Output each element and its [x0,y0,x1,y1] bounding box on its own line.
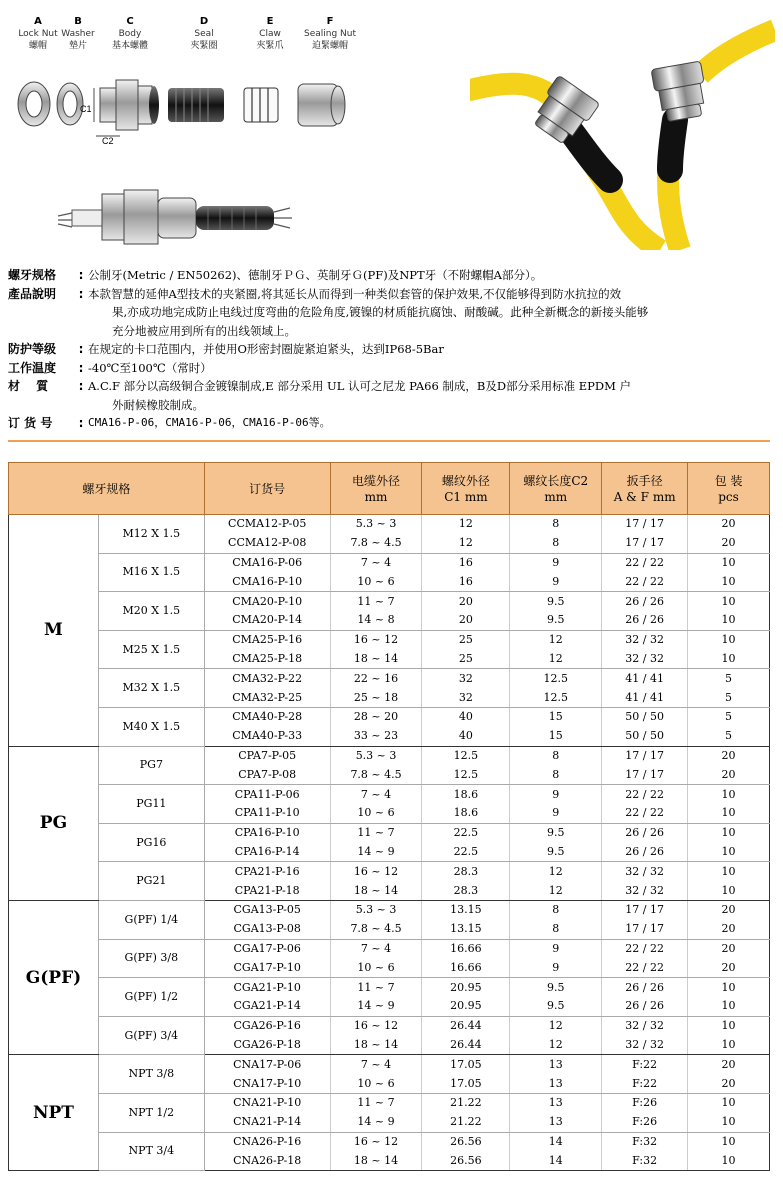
order-number-row: 订 货 号 : CMA16-P-06，CMA16-P-06，CMA16-P-06等。 [8,416,331,430]
wrench-cell: F:32 [602,1151,688,1170]
c1-cell: 26.56 [422,1151,510,1170]
cable-diameter-cell: 7 ~ 4 [330,553,422,572]
c2-cell: 12 [510,1016,602,1035]
c2-cell: 9 [510,804,602,823]
thread-size: PG21 [98,862,204,901]
pack-cell: 10 [688,1113,770,1132]
c1-cell: 20 [422,592,510,611]
c1-cell: 25 [422,630,510,649]
order-number-cell: CNA21-P-10 [204,1093,330,1112]
wrench-cell: F:22 [602,1055,688,1074]
wrench-cell: F:22 [602,1074,688,1093]
c1-cell: 25 [422,650,510,669]
c2-cell: 9.5 [510,843,602,862]
table-row [9,1055,770,1074]
wrench-cell: F:32 [602,1132,688,1151]
order-number-cell: CPA11-P-10 [204,804,330,823]
pack-cell: 10 [688,978,770,997]
header-c1: 螺纹外径 C1 mm [422,463,510,515]
pack-cell: 10 [688,630,770,649]
pack-cell: 20 [688,939,770,958]
cable-diameter-cell: 18 ~ 14 [330,650,422,669]
wrench-cell: 22 / 22 [602,939,688,958]
cable-diameter-cell: 14 ~ 8 [330,611,422,630]
wrench-cell: 22 / 22 [602,804,688,823]
cable-diameter-cell: 25 ~ 18 [330,688,422,707]
c2-cell: 15 [510,707,602,726]
pack-cell: 10 [688,804,770,823]
c2-cell: 14 [510,1151,602,1170]
wrench-cell: 26 / 26 [602,843,688,862]
wrench-cell: 17 / 17 [602,746,688,765]
c1-cell: 32 [422,688,510,707]
part-label-a: A Lock Nut 螺帽 [18,16,58,51]
pack-cell: 10 [688,1016,770,1035]
cable-diameter-cell: 10 ~ 6 [330,804,422,823]
spec-table [8,462,770,1171]
thread-size: G(PF) 1/4 [98,900,204,939]
c1-cell: 20.95 [422,978,510,997]
order-number-cell: CGA26-P-16 [204,1016,330,1035]
c1-cell: 28.3 [422,862,510,881]
pack-cell: 5 [688,727,770,746]
c2-cell: 13 [510,1055,602,1074]
c2-cell: 12 [510,630,602,649]
cable-diameter-cell: 16 ~ 12 [330,862,422,881]
c2-cell: 9.5 [510,978,602,997]
table-row [9,1093,770,1112]
pack-cell: 10 [688,592,770,611]
seal-part [168,88,224,122]
spec-section [8,266,778,433]
order-number-cell: CPA11-P-06 [204,785,330,804]
c1-cell: 13.15 [422,900,510,919]
cable-diameter-cell: 16 ~ 12 [330,1132,422,1151]
thread-size: M16 X 1.5 [98,553,204,592]
pack-cell: 10 [688,1151,770,1170]
thread-size: M40 X 1.5 [98,707,204,746]
c1-cell: 17.05 [422,1074,510,1093]
c1-cell: 17.05 [422,1055,510,1074]
order-number-cell: CNA17-P-10 [204,1074,330,1093]
thread-size: NPT 3/8 [98,1055,204,1094]
group-name: PG [9,746,99,900]
table-row [9,746,770,765]
thread-spec-row: 螺牙规格 : 公制牙(Metric / EN50262)、德制牙ＰＧ、英制牙Ｇ(PF)及NPT牙（不附螺帽A部分）。 [8,268,543,282]
parts-legend [8,16,368,68]
exploded-view-diagram [8,66,368,256]
c2-label: C2 [102,136,114,146]
c2-cell: 9 [510,939,602,958]
c2-cell: 8 [510,534,602,553]
thread-size: M20 X 1.5 [98,592,204,631]
cable-diameter-cell: 5.3 ~ 3 [330,746,422,765]
section-divider [8,440,770,442]
table-row [9,823,770,842]
thread-size: M12 X 1.5 [98,515,204,554]
c2-cell: 13 [510,1093,602,1112]
c2-cell: 12.5 [510,688,602,707]
c2-cell: 13 [510,1113,602,1132]
c1-cell: 18.6 [422,785,510,804]
wrench-cell: 50 / 50 [602,707,688,726]
wrench-cell: 32 / 32 [602,650,688,669]
order-number-cell: CPA16-P-10 [204,823,330,842]
order-number-cell: CCMA12-P-05 [204,515,330,534]
wrench-cell: 26 / 26 [602,592,688,611]
pack-cell: 10 [688,650,770,669]
pack-cell: 20 [688,920,770,939]
thread-size: NPT 1/2 [98,1093,204,1132]
wrench-cell: 17 / 17 [602,515,688,534]
wrench-cell: 50 / 50 [602,727,688,746]
c1-cell: 16.66 [422,939,510,958]
wrench-cell: F:26 [602,1093,688,1112]
part-label-b: B Washer 墊片 [61,16,95,51]
c1-cell: 21.22 [422,1113,510,1132]
cable-diameter-cell: 7.8 ~ 4.5 [330,534,422,553]
c2-cell: 8 [510,746,602,765]
wrench-cell: 22 / 22 [602,553,688,572]
pack-cell: 5 [688,707,770,726]
cable-diameter-cell: 16 ~ 12 [330,1016,422,1035]
table-row [9,1132,770,1151]
c2-cell: 9 [510,572,602,591]
pack-cell: 10 [688,1036,770,1055]
group-name: G(PF) [9,900,99,1054]
cable-diameter-cell: 11 ~ 7 [330,823,422,842]
wrench-cell: 32 / 32 [602,630,688,649]
cable-diameter-cell: 5.3 ~ 3 [330,900,422,919]
c2-cell: 8 [510,920,602,939]
wrench-cell: 17 / 17 [602,534,688,553]
pack-cell: 10 [688,843,770,862]
cable-diameter-cell: 14 ~ 9 [330,843,422,862]
c2-cell: 12.5 [510,669,602,688]
order-number-cell: CMA25-P-18 [204,650,330,669]
cable-diameter-cell: 18 ~ 14 [330,1036,422,1055]
order-number-cell: CMA40-P-33 [204,727,330,746]
thread-size: PG7 [98,746,204,785]
table-row [9,553,770,572]
table-row [9,707,770,726]
wrench-cell: 26 / 26 [602,997,688,1016]
order-number-cell: CNA21-P-14 [204,1113,330,1132]
order-number-cell: CMA16-P-06 [204,553,330,572]
order-number-cell: CMA25-P-16 [204,630,330,649]
order-number-cell: CMA32-P-22 [204,669,330,688]
cable-diameter-cell: 7 ~ 4 [330,939,422,958]
wrench-cell: 32 / 32 [602,881,688,900]
thread-size: PG16 [98,823,204,862]
pack-cell: 20 [688,765,770,784]
wrench-cell: 17 / 17 [602,765,688,784]
order-number-cell: CGA17-P-06 [204,939,330,958]
cable-diameter-cell: 11 ~ 7 [330,592,422,611]
body-part [100,80,159,130]
c2-cell: 8 [510,515,602,534]
c1-cell: 13.15 [422,920,510,939]
order-number-cell: CGA21-P-10 [204,978,330,997]
pack-cell: 20 [688,534,770,553]
c1-cell: 26.44 [422,1036,510,1055]
c1-cell: 16 [422,572,510,591]
part-label-c: C Body 基本螺體 [111,16,148,51]
order-number-cell: CPA21-P-16 [204,862,330,881]
cable-diameter-cell: 7 ~ 4 [330,1055,422,1074]
c2-cell: 8 [510,765,602,784]
cable-diameter-cell: 22 ~ 16 [330,669,422,688]
group-name: M [9,515,99,747]
pack-cell: 10 [688,881,770,900]
table-row [9,1016,770,1035]
order-number-cell: CPA7-P-08 [204,765,330,784]
c1-cell: 26.44 [422,1016,510,1035]
order-number-cell: CMA32-P-25 [204,688,330,707]
wrench-cell: 22 / 22 [602,785,688,804]
wrench-cell: 32 / 32 [602,1016,688,1035]
header-wrench: 扳手径 A & F mm [602,463,688,515]
description-line-3: 充分地被应用到所有的出线领域上。 [112,323,296,338]
cable-diameter-cell: 7.8 ~ 4.5 [330,765,422,784]
thread-size: G(PF) 1/2 [98,978,204,1017]
order-number-cell: CPA21-P-18 [204,881,330,900]
c1-label: C1 [80,104,92,114]
c2-cell: 9 [510,553,602,572]
order-number-cell: CCMA12-P-08 [204,534,330,553]
part-label-f: F Sealing Nut 迫緊螺帽 [303,16,356,51]
pack-cell: 5 [688,669,770,688]
cable-diameter-cell: 7 ~ 4 [330,785,422,804]
thread-size: G(PF) 3/4 [98,1016,204,1055]
c1-cell: 12.5 [422,765,510,784]
group-name: NPT [9,1055,99,1171]
c2-cell: 12 [510,862,602,881]
order-number-cell: CGA17-P-10 [204,958,330,977]
c1-cell: 26.56 [422,1132,510,1151]
order-number-cell: CNA26-P-18 [204,1151,330,1170]
sealing-nut-part [298,84,345,126]
c1-cell: 22.5 [422,823,510,842]
pack-cell: 10 [688,553,770,572]
order-number-cell: CGA26-P-18 [204,1036,330,1055]
c1-cell: 12.5 [422,746,510,765]
c2-cell: 9 [510,785,602,804]
header-c2: 螺纹长度C2 mm [510,463,602,515]
pack-cell: 10 [688,1132,770,1151]
cable-diameter-cell: 14 ~ 9 [330,1113,422,1132]
table-row [9,515,770,534]
material-row: 材 質 : A.C.F 部分以高级铜合金镀镍制成,E 部分采用 UL 认可之尼龙 PA66 制成，B及D部分采用标准 EPDM 户 [8,379,632,393]
description-row: 產品說明 : 本款智慧的延伸A型技术的夹紧圈,将其延长从而得到一种类似套管的保护效果,不仅能够得到防水抗拉的效 [8,286,622,301]
table-row [9,669,770,688]
temperature-row: 工作温度 : -40℃至100℃（常时） [8,360,212,375]
wrench-cell: 17 / 17 [602,920,688,939]
table-row [9,939,770,958]
cable-diameter-cell: 18 ~ 14 [330,1151,422,1170]
order-number-cell: CMA16-P-10 [204,572,330,591]
c2-cell: 9.5 [510,592,602,611]
c2-cell: 9.5 [510,823,602,842]
order-number-cell: CMA20-P-14 [204,611,330,630]
c2-cell: 9.5 [510,611,602,630]
claw-part [244,88,278,122]
c2-cell: 12 [510,650,602,669]
cable-diameter-cell: 28 ~ 20 [330,707,422,726]
wrench-cell: 26 / 26 [602,611,688,630]
table-row [9,630,770,649]
wrench-cell: 32 / 32 [602,1036,688,1055]
order-number-cell: CGA13-P-08 [204,920,330,939]
table-row [9,862,770,881]
c2-cell: 8 [510,900,602,919]
c2-cell: 12 [510,1036,602,1055]
pack-cell: 10 [688,862,770,881]
c1-cell: 12 [422,534,510,553]
c2-cell: 13 [510,1074,602,1093]
cable-diameter-cell: 14 ~ 9 [330,997,422,1016]
protection-row: 防护等级 : 在规定的卡口范围内，并使用O形密封圈旋紧迫紧头，达到IP68-5Bar [8,342,444,356]
cable-diameter-cell: 7.8 ~ 4.5 [330,920,422,939]
order-number-cell: CNA17-P-06 [204,1055,330,1074]
wrench-cell: F:26 [602,1113,688,1132]
c1-cell: 20.95 [422,997,510,1016]
table-row [9,900,770,919]
c1-cell: 32 [422,669,510,688]
header-thread: 螺牙规格 [9,463,205,515]
pack-cell: 10 [688,823,770,842]
wrench-cell: 22 / 22 [602,572,688,591]
c1-cell: 28.3 [422,881,510,900]
thread-size: G(PF) 3/8 [98,939,204,978]
c2-cell: 9.5 [510,997,602,1016]
table-row [9,785,770,804]
thread-size: M32 X 1.5 [98,669,204,708]
wrench-cell: 26 / 26 [602,823,688,842]
cable-diameter-cell: 5.3 ~ 3 [330,515,422,534]
pack-cell: 10 [688,611,770,630]
table-row [9,592,770,611]
cable-diameter-cell: 11 ~ 7 [330,1093,422,1112]
table-row [9,978,770,997]
product-photo [470,10,775,250]
order-number-cell: CGA13-P-05 [204,900,330,919]
c1-cell: 21.22 [422,1093,510,1112]
c2-cell: 12 [510,881,602,900]
pack-cell: 20 [688,900,770,919]
pack-cell: 5 [688,688,770,707]
c1-cell: 20 [422,611,510,630]
wrench-cell: 41 / 41 [602,688,688,707]
order-number-cell: CMA40-P-28 [204,707,330,726]
wrench-cell: 32 / 32 [602,862,688,881]
c1-cell: 40 [422,707,510,726]
table-header-row [9,463,770,515]
cable-diameter-cell: 10 ~ 6 [330,1074,422,1093]
order-number-cell: CPA7-P-05 [204,746,330,765]
part-label-d: D Seal 夾緊圈 [190,16,218,51]
order-number-cell: CPA16-P-14 [204,843,330,862]
c2-cell: 9 [510,958,602,977]
header-cable: 电缆外径 mm [330,463,422,515]
pack-cell: 20 [688,746,770,765]
c1-cell: 40 [422,727,510,746]
c2-cell: 15 [510,727,602,746]
cable-diameter-cell: 10 ~ 6 [330,958,422,977]
pack-cell: 10 [688,572,770,591]
wrench-cell: 22 / 22 [602,958,688,977]
header-order: 订货号 [204,463,330,515]
pack-cell: 20 [688,515,770,534]
pack-cell: 20 [688,958,770,977]
c1-cell: 16 [422,553,510,572]
pack-cell: 20 [688,1074,770,1093]
thread-size: M25 X 1.5 [98,630,204,669]
wrench-cell: 26 / 26 [602,978,688,997]
c1-cell: 12 [422,515,510,534]
c1-cell: 16.66 [422,958,510,977]
cable-diameter-cell: 18 ~ 14 [330,881,422,900]
cable-diameter-cell: 33 ~ 23 [330,727,422,746]
c1-cell: 18.6 [422,804,510,823]
pack-cell: 10 [688,997,770,1016]
c1-cell: 22.5 [422,843,510,862]
material-line-2: 外耐候橡胶制成。 [112,397,204,412]
thread-size: NPT 3/4 [98,1132,204,1171]
assembled-gland [58,190,292,244]
description-line-2: 果,亦成功地完成防止电线过度弯曲的危险角度,镀镍的材质能抗腐蚀、耐酸碱。此种全新概念的新接头能够 [112,305,649,319]
header-pack: 包 装 pcs [688,463,770,515]
table-body [9,515,770,1171]
order-number-cell: CNA26-P-16 [204,1132,330,1151]
thread-size: PG11 [98,785,204,824]
product-figures [0,0,783,262]
wrench-cell: 17 / 17 [602,900,688,919]
part-label-e: E Claw 夾緊爪 [256,16,284,51]
pack-cell: 10 [688,1093,770,1112]
lock-nut-part [18,82,50,126]
cable-diameter-cell: 11 ~ 7 [330,978,422,997]
cable-diameter-cell: 16 ~ 12 [330,630,422,649]
pack-cell: 10 [688,785,770,804]
wrench-cell: 41 / 41 [602,669,688,688]
order-number-cell: CGA21-P-14 [204,997,330,1016]
cable-diameter-cell: 10 ~ 6 [330,572,422,591]
c2-cell: 14 [510,1132,602,1151]
pack-cell: 20 [688,1055,770,1074]
order-number-cell: CMA20-P-10 [204,592,330,611]
